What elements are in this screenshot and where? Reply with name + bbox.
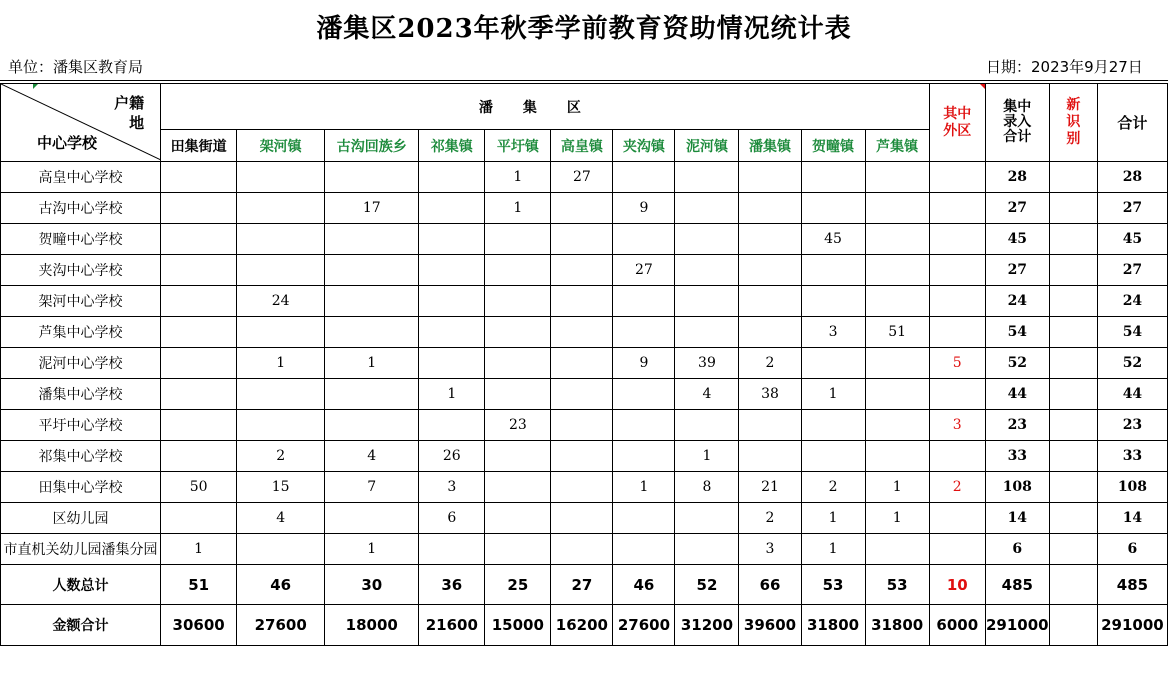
data-cell bbox=[161, 193, 237, 224]
data-cell bbox=[551, 224, 613, 255]
data-cell bbox=[1049, 193, 1097, 224]
data-cell bbox=[161, 162, 237, 193]
data-cell bbox=[485, 317, 551, 348]
data-cell bbox=[485, 224, 551, 255]
data-cell bbox=[739, 410, 801, 441]
data-cell: 1 bbox=[419, 379, 485, 410]
data-cell: 3 bbox=[739, 534, 801, 565]
data-cell bbox=[325, 286, 419, 317]
data-cell bbox=[865, 410, 929, 441]
data-cell bbox=[929, 441, 985, 472]
data-cell bbox=[801, 410, 865, 441]
summary-cell: 52 bbox=[675, 565, 739, 605]
data-cell bbox=[865, 255, 929, 286]
data-cell: 45 bbox=[985, 224, 1049, 255]
data-cell bbox=[801, 162, 865, 193]
summary-cell: 27 bbox=[551, 565, 613, 605]
data-cell bbox=[675, 224, 739, 255]
table-row bbox=[1, 534, 1168, 565]
data-cell bbox=[801, 255, 865, 286]
data-cell: 23 bbox=[485, 410, 551, 441]
col-header-gaohuang: 高皇镇 bbox=[551, 130, 613, 162]
col-header-hetuan: 贺疃镇 bbox=[801, 130, 865, 162]
summary-cell: 15000 bbox=[485, 605, 551, 646]
data-cell bbox=[237, 255, 325, 286]
data-cell bbox=[865, 286, 929, 317]
data-cell bbox=[929, 224, 985, 255]
data-cell: 24 bbox=[1097, 286, 1167, 317]
data-cell bbox=[929, 255, 985, 286]
data-cell: 2 bbox=[801, 472, 865, 503]
data-cell: 23 bbox=[985, 410, 1049, 441]
data-cell: 1 bbox=[865, 503, 929, 534]
data-cell bbox=[1049, 379, 1097, 410]
school-name-cell: 田集中心学校 bbox=[1, 472, 161, 503]
data-cell bbox=[1049, 162, 1097, 193]
col-header-qiji: 祁集镇 bbox=[419, 130, 485, 162]
data-cell bbox=[485, 286, 551, 317]
data-cell bbox=[801, 348, 865, 379]
data-cell bbox=[613, 410, 675, 441]
data-cell: 1 bbox=[801, 534, 865, 565]
table-row bbox=[1, 162, 1168, 193]
data-cell: 1 bbox=[675, 441, 739, 472]
data-cell bbox=[865, 224, 929, 255]
data-cell bbox=[1049, 286, 1097, 317]
data-cell bbox=[161, 224, 237, 255]
summary-cell: 21600 bbox=[419, 605, 485, 646]
data-cell bbox=[551, 379, 613, 410]
summary-cell: 27600 bbox=[613, 605, 675, 646]
col-total: 合计 bbox=[1097, 84, 1167, 162]
school-name-cell: 架河中心学校 bbox=[1, 286, 161, 317]
data-cell: 27 bbox=[985, 255, 1049, 286]
table-row bbox=[1, 224, 1168, 255]
data-cell bbox=[675, 317, 739, 348]
summary-cell: 36 bbox=[419, 565, 485, 605]
summary-cell: 31800 bbox=[801, 605, 865, 646]
data-cell: 28 bbox=[1097, 162, 1167, 193]
data-cell bbox=[161, 317, 237, 348]
data-cell bbox=[613, 317, 675, 348]
data-cell bbox=[739, 193, 801, 224]
col-new-line-3: 别 bbox=[1066, 131, 1081, 147]
total-count-row bbox=[1, 565, 1168, 605]
data-cell bbox=[161, 441, 237, 472]
data-cell: 4 bbox=[325, 441, 419, 472]
data-cell: 21 bbox=[739, 472, 801, 503]
data-cell: 8 bbox=[675, 472, 739, 503]
data-cell: 27 bbox=[1097, 255, 1167, 286]
data-cell: 54 bbox=[985, 317, 1049, 348]
school-name-cell: 芦集中心学校 bbox=[1, 317, 161, 348]
unit-label: 单位：潘集区教育局 bbox=[8, 58, 144, 76]
data-cell bbox=[1049, 534, 1097, 565]
data-cell: 33 bbox=[1097, 441, 1167, 472]
data-cell: 108 bbox=[985, 472, 1049, 503]
col-header-pingwei: 平圩镇 bbox=[485, 130, 551, 162]
data-cell bbox=[1049, 224, 1097, 255]
col-new-line-1: 新 bbox=[1066, 97, 1081, 113]
statistics-table bbox=[0, 83, 1168, 646]
corner-label-place: 地 bbox=[129, 114, 145, 132]
data-cell bbox=[551, 503, 613, 534]
summary-cell: 16200 bbox=[551, 605, 613, 646]
col-header-luji: 芦集镇 bbox=[865, 130, 929, 162]
data-cell: 52 bbox=[1097, 348, 1167, 379]
data-cell bbox=[161, 255, 237, 286]
summary-cell bbox=[1049, 565, 1097, 605]
data-cell bbox=[237, 534, 325, 565]
table-row bbox=[1, 503, 1168, 534]
data-cell: 3 bbox=[801, 317, 865, 348]
data-cell: 44 bbox=[1097, 379, 1167, 410]
data-cell: 24 bbox=[985, 286, 1049, 317]
data-cell bbox=[613, 503, 675, 534]
data-cell bbox=[675, 286, 739, 317]
data-cell bbox=[485, 441, 551, 472]
summary-cell: 6000 bbox=[929, 605, 985, 646]
data-cell: 1 bbox=[485, 162, 551, 193]
data-cell bbox=[325, 255, 419, 286]
district-header: 潘集区 bbox=[161, 84, 930, 130]
data-cell bbox=[929, 193, 985, 224]
data-cell bbox=[801, 286, 865, 317]
data-cell: 15 bbox=[237, 472, 325, 503]
data-cell: 39 bbox=[675, 348, 739, 379]
summary-cell: 25 bbox=[485, 565, 551, 605]
data-cell: 1 bbox=[801, 379, 865, 410]
summary-cell: 18000 bbox=[325, 605, 419, 646]
data-cell bbox=[325, 317, 419, 348]
data-cell bbox=[675, 534, 739, 565]
data-cell bbox=[865, 348, 929, 379]
data-cell bbox=[865, 162, 929, 193]
data-cell bbox=[613, 379, 675, 410]
data-cell bbox=[613, 286, 675, 317]
data-cell bbox=[1049, 472, 1097, 503]
data-cell: 1 bbox=[237, 348, 325, 379]
data-cell bbox=[325, 410, 419, 441]
data-cell: 7 bbox=[325, 472, 419, 503]
col-new-identified bbox=[1049, 84, 1097, 162]
data-cell bbox=[419, 255, 485, 286]
data-cell bbox=[801, 441, 865, 472]
school-name-cell: 高皇中心学校 bbox=[1, 162, 161, 193]
table-row bbox=[1, 472, 1168, 503]
data-cell: 28 bbox=[985, 162, 1049, 193]
data-cell bbox=[237, 317, 325, 348]
data-cell: 1 bbox=[613, 472, 675, 503]
data-cell: 33 bbox=[985, 441, 1049, 472]
summary-cell: 46 bbox=[613, 565, 675, 605]
data-cell: 2 bbox=[929, 472, 985, 503]
table-row bbox=[1, 255, 1168, 286]
table-row bbox=[1, 410, 1168, 441]
col-header-panji: 潘集镇 bbox=[739, 130, 801, 162]
data-cell bbox=[419, 162, 485, 193]
summary-cell: 485 bbox=[985, 565, 1049, 605]
data-cell bbox=[675, 503, 739, 534]
data-cell bbox=[161, 286, 237, 317]
summary-cell: 10 bbox=[929, 565, 985, 605]
report-title: 潘集区2023年秋季学前教育资助情况统计表 bbox=[316, 14, 852, 44]
data-cell bbox=[419, 348, 485, 379]
school-name-cell: 古沟中心学校 bbox=[1, 193, 161, 224]
data-cell: 52 bbox=[985, 348, 1049, 379]
col-header-tianji: 田集街道 bbox=[161, 130, 237, 162]
corner-header bbox=[1, 84, 161, 162]
summary-cell: 66 bbox=[739, 565, 801, 605]
data-cell: 45 bbox=[1097, 224, 1167, 255]
col-header-gugou: 古沟回族乡 bbox=[325, 130, 419, 162]
summary-cell: 31200 bbox=[675, 605, 739, 646]
data-cell bbox=[551, 193, 613, 224]
data-cell bbox=[929, 534, 985, 565]
data-cell bbox=[929, 317, 985, 348]
table-row bbox=[1, 348, 1168, 379]
data-cell bbox=[1049, 317, 1097, 348]
data-cell bbox=[551, 410, 613, 441]
col-other-line-2: 外区 bbox=[943, 122, 972, 139]
data-cell bbox=[161, 503, 237, 534]
data-cell bbox=[161, 348, 237, 379]
corner-label-school: 中心学校 bbox=[37, 134, 98, 152]
data-cell: 2 bbox=[237, 441, 325, 472]
summary-cell: 46 bbox=[237, 565, 325, 605]
data-cell bbox=[419, 317, 485, 348]
data-cell: 50 bbox=[161, 472, 237, 503]
summary-cell: 30600 bbox=[161, 605, 237, 646]
data-cell: 108 bbox=[1097, 472, 1167, 503]
data-cell bbox=[325, 162, 419, 193]
data-cell bbox=[325, 224, 419, 255]
data-cell: 44 bbox=[985, 379, 1049, 410]
col-header-nihe: 泥河镇 bbox=[675, 130, 739, 162]
data-cell bbox=[237, 379, 325, 410]
data-cell bbox=[237, 224, 325, 255]
data-cell: 38 bbox=[739, 379, 801, 410]
data-cell bbox=[325, 379, 419, 410]
data-cell: 23 bbox=[1097, 410, 1167, 441]
data-cell: 14 bbox=[985, 503, 1049, 534]
data-cell bbox=[485, 472, 551, 503]
summary-cell: 30 bbox=[325, 565, 419, 605]
data-cell: 24 bbox=[237, 286, 325, 317]
data-cell: 27 bbox=[613, 255, 675, 286]
date-label: 日期：2023年9月27日 bbox=[986, 58, 1143, 76]
data-cell: 4 bbox=[237, 503, 325, 534]
data-cell bbox=[739, 286, 801, 317]
data-cell: 1 bbox=[161, 534, 237, 565]
data-cell bbox=[551, 317, 613, 348]
col-entry-line-1: 集中 bbox=[1003, 99, 1032, 115]
data-cell: 26 bbox=[419, 441, 485, 472]
data-cell: 1 bbox=[865, 472, 929, 503]
data-cell bbox=[613, 441, 675, 472]
data-cell bbox=[485, 348, 551, 379]
corner-label-household: 户籍 bbox=[114, 94, 145, 112]
data-cell bbox=[865, 379, 929, 410]
data-cell bbox=[613, 162, 675, 193]
data-cell bbox=[551, 534, 613, 565]
summary-label: 人数总计 bbox=[1, 565, 161, 605]
school-name-cell: 平圩中心学校 bbox=[1, 410, 161, 441]
data-cell bbox=[929, 286, 985, 317]
data-cell bbox=[675, 410, 739, 441]
data-cell: 2 bbox=[739, 503, 801, 534]
col-other-district bbox=[929, 84, 985, 162]
col-entry-line-2: 录入 bbox=[1003, 114, 1032, 130]
data-cell bbox=[1049, 255, 1097, 286]
data-cell bbox=[161, 379, 237, 410]
data-cell bbox=[929, 503, 985, 534]
data-cell: 27 bbox=[1097, 193, 1167, 224]
data-cell bbox=[613, 534, 675, 565]
summary-cell: 51 bbox=[161, 565, 237, 605]
data-cell bbox=[485, 379, 551, 410]
summary-label: 金额合计 bbox=[1, 605, 161, 646]
data-cell: 54 bbox=[1097, 317, 1167, 348]
data-cell bbox=[739, 255, 801, 286]
data-cell: 6 bbox=[985, 534, 1049, 565]
school-name-cell: 泥河中心学校 bbox=[1, 348, 161, 379]
data-cell bbox=[675, 193, 739, 224]
table-row bbox=[1, 286, 1168, 317]
data-cell bbox=[739, 224, 801, 255]
table-body bbox=[1, 162, 1168, 565]
data-cell bbox=[419, 286, 485, 317]
data-cell: 1 bbox=[325, 348, 419, 379]
data-cell bbox=[675, 255, 739, 286]
summary-cell: 485 bbox=[1097, 565, 1167, 605]
data-cell: 6 bbox=[419, 503, 485, 534]
school-name-cell: 区幼儿园 bbox=[1, 503, 161, 534]
data-cell bbox=[929, 162, 985, 193]
table-row bbox=[1, 441, 1168, 472]
data-cell bbox=[325, 503, 419, 534]
total-amount-row bbox=[1, 605, 1168, 646]
data-cell bbox=[551, 441, 613, 472]
col-other-line-1: 其中 bbox=[943, 105, 972, 122]
data-cell: 14 bbox=[1097, 503, 1167, 534]
data-cell bbox=[1049, 503, 1097, 534]
data-cell bbox=[419, 193, 485, 224]
summary-cell bbox=[1049, 605, 1097, 646]
school-name-cell: 夹沟中心学校 bbox=[1, 255, 161, 286]
col-header-jiagou: 夹沟镇 bbox=[613, 130, 675, 162]
data-cell bbox=[485, 503, 551, 534]
top-rule bbox=[0, 80, 1168, 81]
data-cell: 3 bbox=[929, 410, 985, 441]
data-cell bbox=[1049, 410, 1097, 441]
data-cell bbox=[551, 472, 613, 503]
summary-cell: 53 bbox=[865, 565, 929, 605]
data-cell bbox=[1049, 348, 1097, 379]
data-cell bbox=[675, 162, 739, 193]
data-cell: 1 bbox=[485, 193, 551, 224]
data-cell bbox=[419, 224, 485, 255]
school-name-cell: 贺疃中心学校 bbox=[1, 224, 161, 255]
data-cell bbox=[613, 224, 675, 255]
data-cell: 17 bbox=[325, 193, 419, 224]
summary-cell: 31800 bbox=[865, 605, 929, 646]
data-cell bbox=[237, 410, 325, 441]
data-cell: 1 bbox=[801, 503, 865, 534]
col-header-jiahe: 架河镇 bbox=[237, 130, 325, 162]
data-cell: 27 bbox=[985, 193, 1049, 224]
data-cell bbox=[801, 193, 865, 224]
data-cell bbox=[739, 441, 801, 472]
data-cell bbox=[485, 534, 551, 565]
summary-cell: 39600 bbox=[739, 605, 801, 646]
summary-cell: 291000 bbox=[985, 605, 1049, 646]
data-cell bbox=[551, 255, 613, 286]
data-cell: 51 bbox=[865, 317, 929, 348]
school-name-cell: 祁集中心学校 bbox=[1, 441, 161, 472]
school-name-cell: 潘集中心学校 bbox=[1, 379, 161, 410]
data-cell: 3 bbox=[419, 472, 485, 503]
header-row-1 bbox=[1, 84, 1168, 130]
data-cell: 45 bbox=[801, 224, 865, 255]
data-cell: 1 bbox=[325, 534, 419, 565]
data-cell bbox=[419, 410, 485, 441]
table-row bbox=[1, 379, 1168, 410]
data-cell: 27 bbox=[551, 162, 613, 193]
data-cell: 4 bbox=[675, 379, 739, 410]
summary-cell: 53 bbox=[801, 565, 865, 605]
data-cell bbox=[551, 348, 613, 379]
data-cell bbox=[161, 410, 237, 441]
data-cell bbox=[865, 193, 929, 224]
data-cell: 9 bbox=[613, 193, 675, 224]
data-cell bbox=[865, 441, 929, 472]
table-row bbox=[1, 317, 1168, 348]
data-cell: 5 bbox=[929, 348, 985, 379]
data-cell bbox=[739, 162, 801, 193]
data-cell bbox=[865, 534, 929, 565]
data-cell: 9 bbox=[613, 348, 675, 379]
data-cell: 2 bbox=[739, 348, 801, 379]
col-entry-total bbox=[985, 84, 1049, 162]
data-cell bbox=[419, 534, 485, 565]
data-cell bbox=[237, 162, 325, 193]
data-cell bbox=[237, 193, 325, 224]
table-row bbox=[1, 193, 1168, 224]
summary-cell: 291000 bbox=[1097, 605, 1167, 646]
data-cell bbox=[739, 317, 801, 348]
data-cell bbox=[929, 379, 985, 410]
data-cell bbox=[1049, 441, 1097, 472]
col-new-line-2: 识 bbox=[1066, 114, 1081, 130]
data-cell bbox=[551, 286, 613, 317]
summary-cell: 27600 bbox=[237, 605, 325, 646]
data-cell: 6 bbox=[1097, 534, 1167, 565]
col-entry-line-3: 合计 bbox=[1003, 129, 1032, 145]
data-cell bbox=[485, 255, 551, 286]
school-name-cell: 市直机关幼儿园潘集分园 bbox=[1, 534, 161, 565]
